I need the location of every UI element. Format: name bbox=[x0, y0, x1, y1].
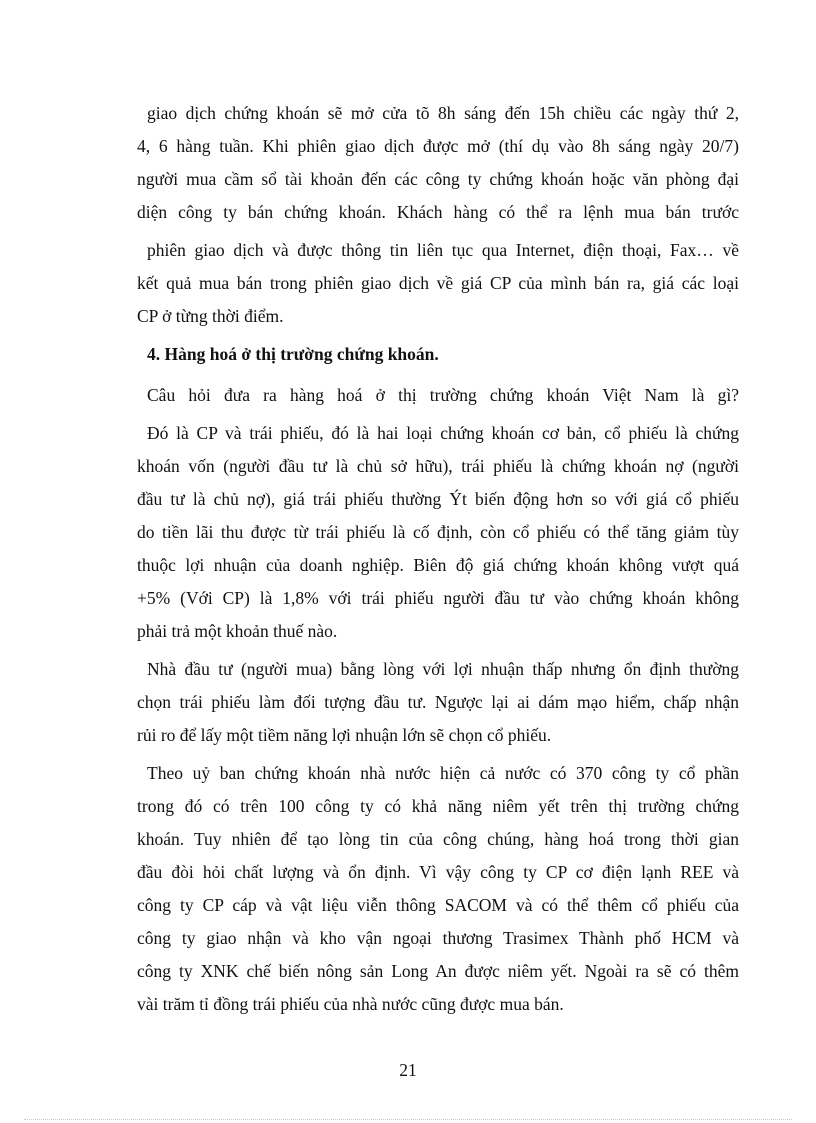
text-line: chọn trái phiếu làm đối tượng đầu tư. Ngược lại ai dám mạo hiểm, chấp nhận bbox=[137, 692, 739, 712]
text-line: rủi ro để lấy một tiềm năng lợi nhuận lớn sẽ chọn cổ phiếu. bbox=[137, 725, 552, 745]
text-line: công ty CP cáp và vật liệu viễn thông SACOM và có thể thêm cổ phiếu của bbox=[137, 895, 739, 915]
text-line: diện công ty bán chứng khoán. Khách hàng có thể ra lệnh mua bán trước bbox=[137, 202, 739, 222]
text-line: Nhà đầu tư (người mua) bằng lòng với lợi nhuận thấp nhưng ổn định thường bbox=[147, 659, 739, 679]
text-line: khoán. Tuy nhiên để tạo lòng tin của công chúng, hàng hoá trong thời gian bbox=[137, 829, 739, 849]
text-line: trong đó có trên 100 công ty có khả năng niêm yết trên thị trường chứng bbox=[137, 796, 739, 816]
text-line: công ty giao nhận và kho vận ngoại thương Trasimex Thành phố HCM và bbox=[137, 928, 739, 948]
text-line: người mua cầm sổ tài khoản đến các công ty chứng khoán hoặc văn phòng đại bbox=[137, 169, 739, 189]
text-line: Câu hỏi đưa ra hàng hoá ở thị trường chứng khoán Việt Nam là gì? bbox=[147, 385, 739, 405]
text-line: do tiền lãi thu được từ trái phiếu là cố định, còn cổ phiếu có thể tăng giảm tùy bbox=[137, 522, 739, 542]
text-line: phải trả một khoản thuế nào. bbox=[137, 621, 338, 641]
text-line: Theo uỷ ban chứng khoán nhà nước hiện cả nước có 370 công ty cổ phần bbox=[147, 763, 739, 783]
text-line: đầu đòi hỏi chất lượng và ổn định. Vì vậy công ty CP cơ điện lạnh REE và bbox=[137, 862, 739, 882]
text-line: 4, 6 hàng tuần. Khi phiên giao dịch được mở (thí dụ vào 8h sáng ngày 20/7) bbox=[137, 136, 739, 156]
text-line: khoán vốn (người đầu tư là chủ sở hữu), trái phiếu là chứng khoán nợ (người bbox=[137, 456, 739, 476]
text-line: phiên giao dịch và được thông tin liên tục qua Internet, điện thoại, Fax… về bbox=[147, 240, 739, 260]
text-line: +5% (Với CP) là 1,8% với trái phiếu người đầu tư vào chứng khoán không bbox=[137, 588, 739, 608]
text-line: vài trăm tỉ đồng trái phiếu của nhà nước cũng được mua bán. bbox=[137, 994, 564, 1014]
text-line: công ty XNK chế biến nông sản Long An được niêm yết. Ngoài ra sẽ có thêm bbox=[137, 961, 739, 981]
section-heading: 4. Hàng hoá ở thị trường chứng khoán. bbox=[147, 344, 439, 364]
text-line: CP ở từng thời điểm. bbox=[137, 306, 284, 326]
text-line: đầu tư là chủ nợ), giá trái phiếu thường Ýt biến động hơn so với giá cổ phiếu bbox=[137, 489, 739, 509]
footer-divider bbox=[24, 1119, 792, 1120]
text-line: Đó là CP và trái phiếu, đó là hai loại chứng khoán cơ bản, cổ phiếu là chứng bbox=[147, 423, 739, 443]
page-number: 21 bbox=[399, 1060, 417, 1080]
text-line: giao dịch chứng khoán sẽ mở cửa tõ 8h sáng đến 15h chiều các ngày thứ 2, bbox=[147, 103, 739, 123]
text-line: kết quả mua bán trong phiên giao dịch về giá CP của mình bán ra, giá các loại bbox=[137, 273, 739, 293]
text-line: thuộc lợi nhuận của doanh nghiệp. Biên độ giá chứng khoán không vượt quá bbox=[137, 555, 739, 575]
